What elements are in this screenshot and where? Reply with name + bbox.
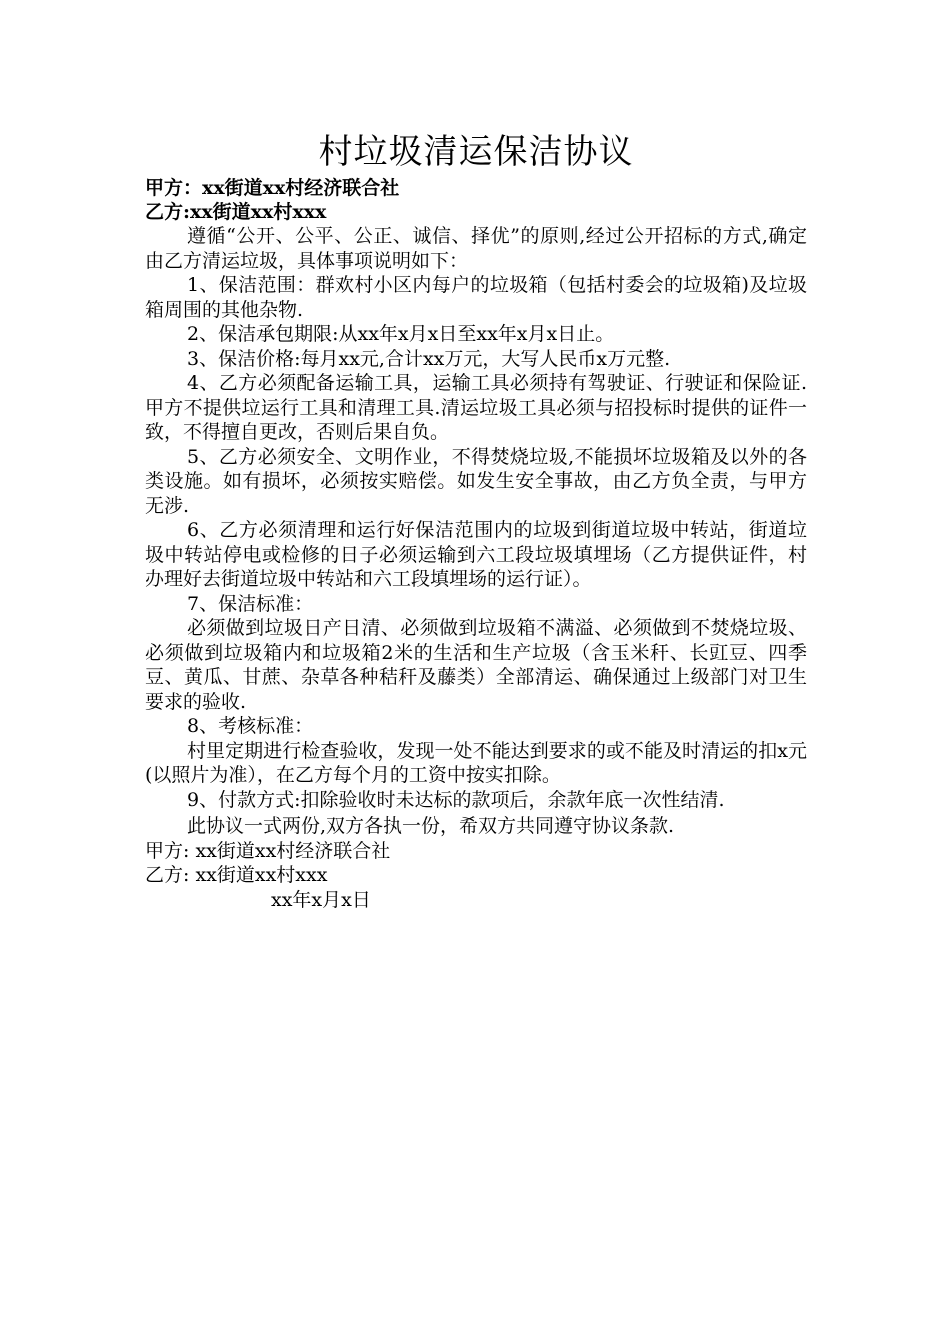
signature-party-a: 甲方: xx街道xx村经济联合社 — [145, 839, 391, 862]
clause-2-term: 2、保洁承包期限:从xx年x月x日至xx年x月x日止。 — [187, 323, 615, 345]
document-title: 村垃圾清运保洁协议 — [318, 132, 634, 172]
clause-4-tools: 4、乙方必须配备运输工具，运输工具必须持有驾驶证、行驶证和保险证.甲方不提供垃运行工具和清理工具.清运垃圾工具必须与招投标时提供的证件一致，不得擅自更改，否则后果自负。 — [145, 372, 807, 443]
clause-7-heading: 7、保洁标准： — [187, 592, 314, 615]
signature-party-b: 乙方: xx街道xx村xxx — [145, 864, 328, 886]
signature-date: xx年x月x日 — [271, 888, 371, 911]
clause-3-price: 3、保洁价格:每月xx元,合计xx万元，大写人民币x万元整. — [187, 347, 671, 370]
intro-paragraph: 遵循“公开、公平、公正、诚信、择优”的原则,经过公开招标的方式,确定由乙方清运垃圾，具体事项说明如下： — [145, 225, 807, 272]
party-a-header: 甲方：xx街道xx村经济联合社 — [145, 177, 400, 199]
clause-8-body: 村里定期进行检查验收，发现一处不能达到要求的或不能及时清运的扣x元(以照片为准），在乙方每个月的工资中按实扣除。 — [145, 739, 807, 786]
party-b-header: 乙方:xx街道xx村xxx — [145, 201, 327, 223]
clause-6-transport: 6、乙方必须清理和运行好保洁范围内的垃圾到街道垃圾中转站，街道垃圾中转站停电或检修的日子必须运输到六工段垃圾填埋场（乙方提供证件，村办理好去街道垃圾中转站和六工段填埋场的运行证）。 — [145, 519, 807, 590]
clause-7-body: 必须做到垃圾日产日清、必须做到垃圾箱不满溢、必须做到不焚烧垃圾、必须做到垃圾箱内和垃圾箱2米的生活和生产垃圾（含玉米秆、长豇豆、四季豆、黄瓜、甘蔗、杂草各种秸秆及藤类）全部清运、确保通过上级部门对卫生要求的验收. — [145, 617, 807, 713]
clause-5-safety: 5、乙方必须安全、文明作业，不得焚烧垃圾,不能损坏垃圾箱及以外的各类设施。如有损坏，必须按实赔偿。如发生安全事故，由乙方负全责，与甲方无涉. — [145, 445, 807, 517]
document-page — [145, 128, 807, 912]
clause-9-payment: 9、付款方式:扣除验收时未达标的款项后，余款年底一次性结清. — [187, 788, 725, 811]
closing-paragraph: 此协议一式两份,双方各执一份，希双方共同遵守协议条款. — [187, 815, 675, 837]
clause-1-scope: 1、保洁范围：群欢村小区内每户的垃圾箱（包括村委会的垃圾箱)及垃圾箱周围的其他杂物. — [145, 274, 807, 321]
clause-8-heading: 8、考核标准： — [187, 715, 314, 737]
